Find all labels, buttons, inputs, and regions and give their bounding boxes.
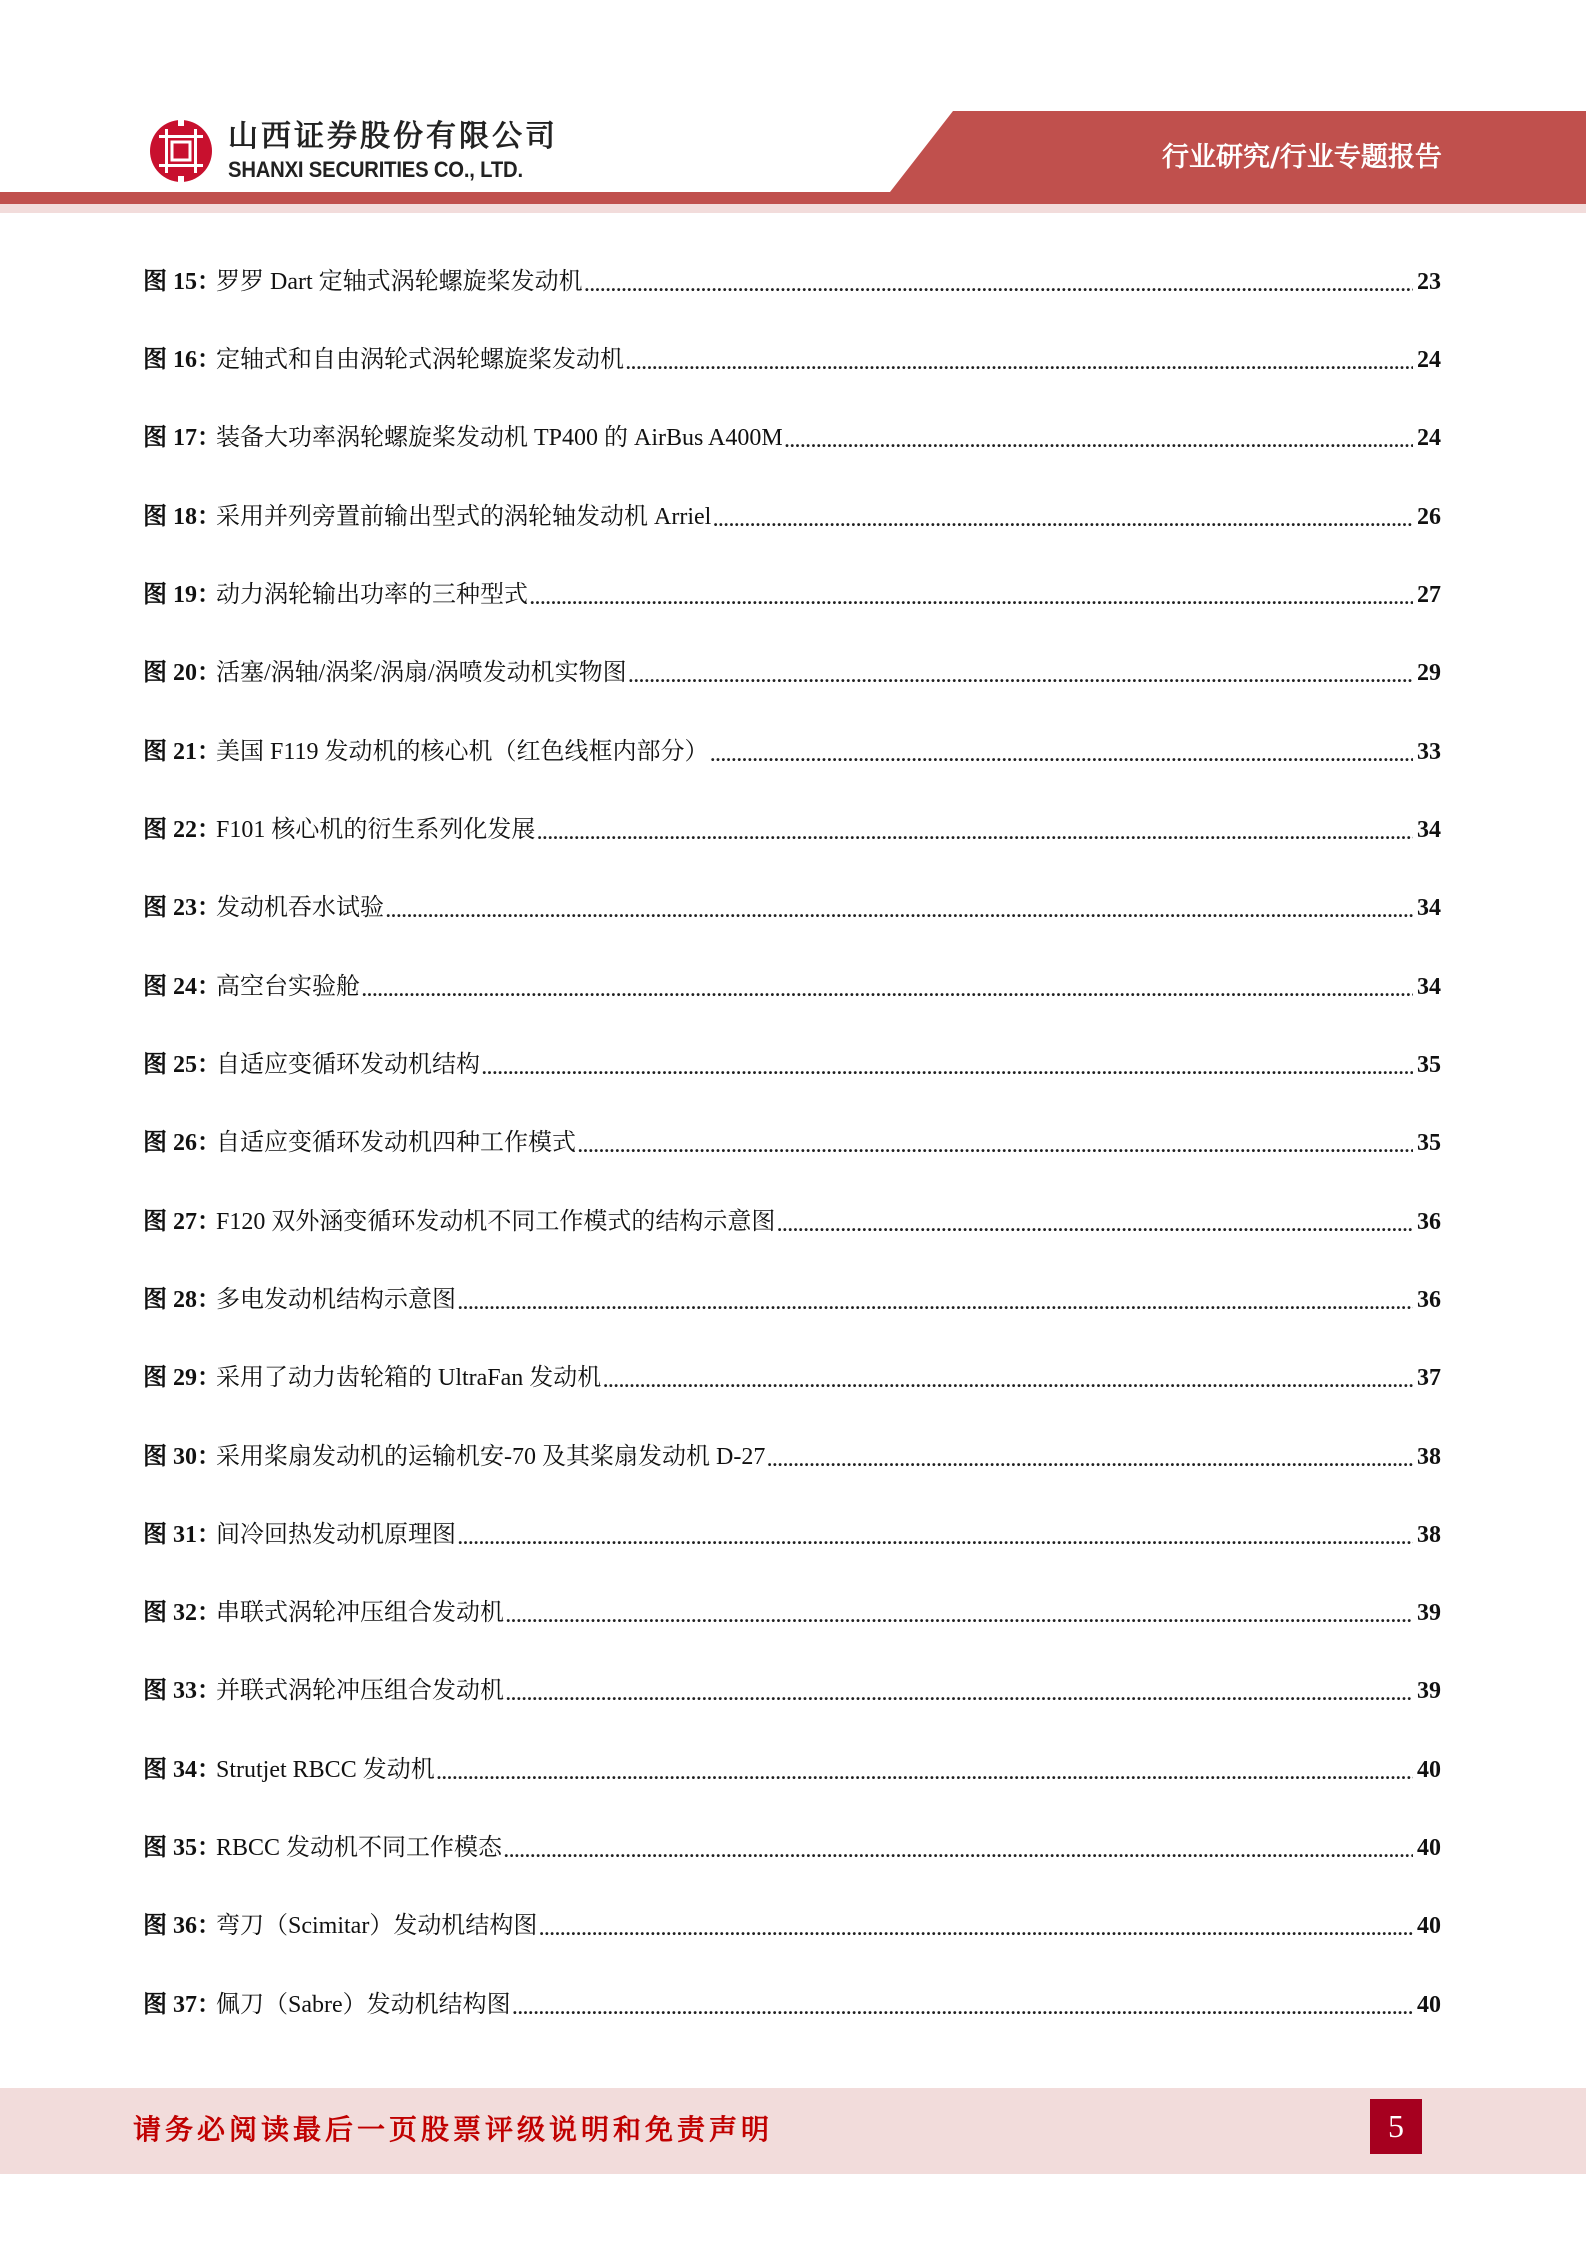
toc-figure-label: 图 16： [143,347,221,373]
toc-figure-title: 弯刀（Scimitar）发动机结构图 [216,1913,538,1939]
dot-leader [506,1593,1413,1633]
toc-entry[interactable] [143,1671,1441,1711]
toc-entry[interactable] [143,262,1441,302]
toc-page-number: 39 [1417,1600,1441,1626]
toc-figure-label: 图 36： [143,1913,221,1939]
toc-page-number: 40 [1417,1835,1441,1861]
toc-page-number: 40 [1417,1913,1441,1939]
toc-figure-label: 图 34： [143,1757,221,1783]
toc-figure-title: 美国 F119 发动机的核心机（红色线框内部分） [216,739,709,765]
toc-page-number: 35 [1417,1052,1441,1078]
toc-figure-title: 发动机吞水试验 [216,895,384,921]
dot-leader [585,262,1413,302]
page-number-badge [1370,2099,1422,2154]
toc-entry[interactable] [143,732,1441,772]
toc-figure-title: 自适应变循环发动机结构 [216,1052,480,1078]
toc-figure-title: F120 双外涵变循环发动机不同工作模式的结构示意图 [216,1209,776,1235]
report-type-title: 行业研究/行业专题报告 [1162,142,1442,173]
toc-page-number: 40 [1417,1992,1441,2018]
toc-figure-title: 佩刀（Sabre）发动机结构图 [216,1992,511,2018]
toc-figure-label: 图 22： [143,817,221,843]
shanxi-securities-logo-icon [148,118,214,184]
company-name-cn: 山西证券股份有限公司 [228,119,558,154]
dot-leader [458,1280,1413,1320]
toc-figure-label: 图 20： [143,660,221,686]
dot-leader [629,653,1413,693]
toc-page-number: 34 [1417,974,1441,1000]
toc-figure-title: 间冷回热发动机原理图 [216,1522,456,1548]
toc-page-number: 27 [1417,582,1441,608]
company-name-en: SHANXI SECURITIES CO., LTD. [228,157,523,182]
dot-leader [386,888,1413,928]
dot-leader [785,418,1413,458]
dot-leader [362,967,1413,1007]
toc-entry[interactable] [143,575,1441,615]
toc-figure-title: 采用桨扇发动机的运输机安-70 及其桨扇发动机 D-27 [216,1444,766,1470]
toc-figure-label: 图 24： [143,974,221,1000]
toc-entry[interactable] [143,1123,1441,1163]
toc-page-number: 23 [1417,269,1441,295]
toc-entry[interactable] [143,340,1441,380]
dot-leader [513,1985,1413,2025]
toc-figure-label: 图 33： [143,1678,221,1704]
toc-figure-title: 串联式涡轮冲压组合发动机 [216,1600,504,1626]
toc-figure-label: 图 15： [143,269,221,295]
toc-figure-label: 图 21： [143,739,221,765]
toc-page-number: 40 [1417,1757,1441,1783]
dot-leader [504,1828,1413,1868]
toc-figure-label: 图 28： [143,1287,221,1313]
dot-leader [713,497,1413,537]
dot-leader [482,1045,1413,1085]
toc-figure-title: RBCC 发动机不同工作模态 [216,1835,503,1861]
dot-leader [777,1202,1413,1242]
toc-entry[interactable] [143,810,1441,850]
toc-entry[interactable] [143,1593,1441,1633]
toc-figure-label: 图 30： [143,1444,221,1470]
toc-page-number: 39 [1417,1678,1441,1704]
toc-figure-label: 图 29： [143,1365,221,1391]
dot-leader [530,575,1413,615]
toc-entry[interactable] [143,967,1441,1007]
toc-page-number: 37 [1417,1365,1441,1391]
toc-figure-label: 图 26： [143,1130,221,1156]
disclaimer-notice: 请务必阅读最后一页股票评级说明和免责声明 [133,2113,774,2146]
toc-figure-label: 图 32： [143,1600,221,1626]
toc-entry[interactable] [143,1280,1441,1320]
dot-leader [437,1750,1413,1790]
page-header [0,0,1586,215]
toc-entry[interactable] [143,1045,1441,1085]
dot-leader [603,1358,1413,1398]
toc-page-number: 33 [1417,739,1441,765]
toc-figure-title: 定轴式和自由涡轮式涡轮螺旋桨发动机 [216,347,624,373]
toc-page-number: 24 [1417,347,1441,373]
toc-figure-title: 采用并列旁置前输出型式的涡轮轴发动机 Arriel [216,504,712,530]
toc-entry[interactable] [143,1202,1441,1242]
dot-leader [767,1437,1413,1477]
toc-page-number: 38 [1417,1444,1441,1470]
toc-figure-title: 装备大功率涡轮螺旋桨发动机 TP400 的 AirBus A400M [216,425,783,451]
toc-entry[interactable] [143,1985,1441,2025]
toc-figure-title: 动力涡轮输出功率的三种型式 [216,582,528,608]
toc-page-number: 35 [1417,1130,1441,1156]
dot-leader [458,1515,1413,1555]
dot-leader [626,340,1413,380]
dot-leader [539,1906,1413,1946]
toc-figure-title: 自适应变循环发动机四种工作模式 [216,1130,576,1156]
toc-page-number: 34 [1417,895,1441,921]
dot-leader [537,810,1413,850]
toc-figure-label: 图 35： [143,1835,221,1861]
toc-entry[interactable] [143,1515,1441,1555]
dot-leader [578,1123,1413,1163]
toc-page-number: 26 [1417,504,1441,530]
toc-figure-title: 活塞/涡轴/涡桨/涡扇/涡喷发动机实物图 [216,660,627,686]
toc-entry[interactable] [143,1437,1441,1477]
toc-entry[interactable] [143,1358,1441,1398]
toc-entry[interactable] [143,888,1441,928]
toc-page-number: 36 [1417,1209,1441,1235]
toc-entry[interactable] [143,418,1441,458]
toc-figure-title: 采用了动力齿轮箱的 UltraFan 发动机 [216,1365,602,1391]
toc-page-number: 34 [1417,817,1441,843]
page-number: 5 [1388,2108,1404,2144]
toc-figure-label: 图 27： [143,1209,221,1235]
toc-figure-label: 图 31： [143,1522,221,1548]
toc-figure-title: F101 核心机的衍生系列化发展 [216,817,536,843]
toc-figure-title: Strutjet RBCC 发动机 [216,1757,435,1783]
header-band [0,0,1586,215]
toc-page-number: 36 [1417,1287,1441,1313]
toc-figure-title: 罗罗 Dart 定轴式涡轮螺旋桨发动机 [216,269,583,295]
toc-figure-label: 图 37： [143,1992,221,2018]
toc-page-number: 29 [1417,660,1441,686]
toc-page-number: 38 [1417,1522,1441,1548]
toc-figure-label: 图 19： [143,582,221,608]
toc-figure-title: 高空台实验舱 [216,974,360,1000]
dot-leader [710,732,1413,772]
toc-entry[interactable] [143,497,1441,537]
dot-leader [506,1671,1413,1711]
toc-figure-label: 图 17： [143,425,221,451]
toc-figure-title: 多电发动机结构示意图 [216,1287,456,1313]
toc-figure-label: 图 18： [143,504,221,530]
toc-entry[interactable] [143,1828,1441,1868]
toc-page-number: 24 [1417,425,1441,451]
toc-figure-label: 图 23： [143,895,221,921]
toc-entry[interactable] [143,1750,1441,1790]
toc-entry[interactable] [143,653,1441,693]
toc-figure-title: 并联式涡轮冲压组合发动机 [216,1678,504,1704]
toc-figure-label: 图 25： [143,1052,221,1078]
toc-entry[interactable] [143,1906,1441,1946]
